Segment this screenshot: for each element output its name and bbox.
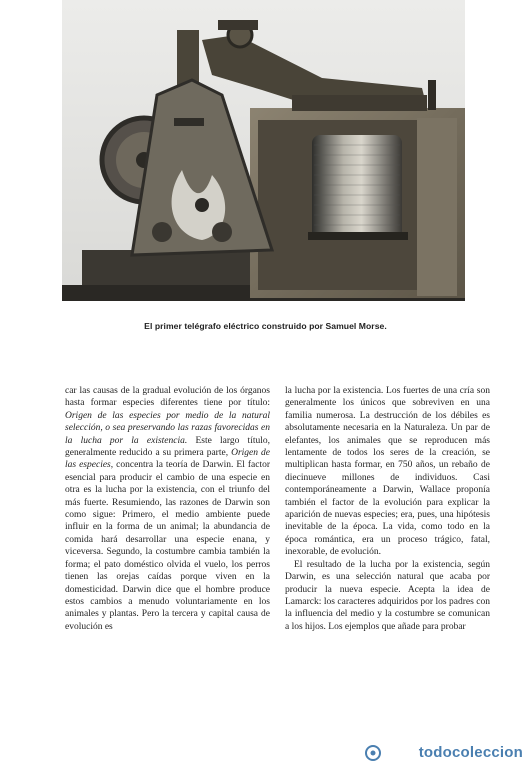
text-column-left [65,385,270,633]
left-paragraph-1 [65,385,270,633]
text-run: Este largo título, generalmente reducido a su primera parte, [65,435,270,459]
italic-title-run: Origen de las especies por medio de la natural selección, o sea preservando las razas favorecidas en la lucha por la existencia. [65,410,270,446]
right-paragraph-1: la lucha por la existencia. Los fuertes de una cría son generalmente los únicos que sobreviven en una familia numerosa. La destrucción de los débiles es absolutamente necesaria en la Naturaleza. Un par de elefantes, los animales que se reproducen más lentamente de todos los seres de la creación, se multiplican hasta formar, en 750 años, un rebaño de diecinueve millones de individuos. Casi contemporáneamente a Darwin, Wallace proponía también el factor de la evolución para explicar la aparición de nuevas especies; era, pues, una hipótesis inevitable de la época. La vida, como todo en la época romántica, era un proceso trágico, fatal, inexorable, de evolución. [285,386,490,558]
italic-title-run: Origen de las especies, [65,448,270,471]
text-column-right [285,385,490,633]
watermark [0,738,531,766]
text-run: concentra la teoría de Darwin. El factor esencial para producir el cambio de una especie en otra es la lucha por la existencia, con el triunfo del más fuerte. Resumiendo, las razones de Darwin son como sigue: Primero, el medio ambiente puede influir en la forma de un animal; la abundancia de comida hará desarrollar una especie enana, y viceversa. Segundo, la costumbre cambia también la forma; el pato doméstico olvida el vuelo, los perros tienen las orejas caídas porque viven en la domesticidad. Darwin dice que el hombre produce estos cambios a menudo voluntariamente en los animales y plantas. Pero la tercera y capital causa de evolución es [65,460,270,632]
watermark-logo-icon [365,745,381,761]
right-paragraph-2: El resultado de la lucha por la existencia, según Darwin, es una selección natural que acaba por producir la nueva especie. Acepta la idea de Lamarck: los caracteres adquiridos por los padres con la influencia del medio y la costumbre se comunican a los hijos. Los ejemplos que añade para probar [285,559,490,632]
figure-caption: El primer telégrafo eléctrico construido por Samuel Morse. [144,321,387,331]
watermark-text: todocoleccion [418,744,523,761]
telegraph-photo [62,0,465,301]
text-run: car las causas de la gradual evolución de los órganos hasta formar especies diferentes tiene por título: [65,386,270,409]
telegraph-illustration [62,0,465,301]
